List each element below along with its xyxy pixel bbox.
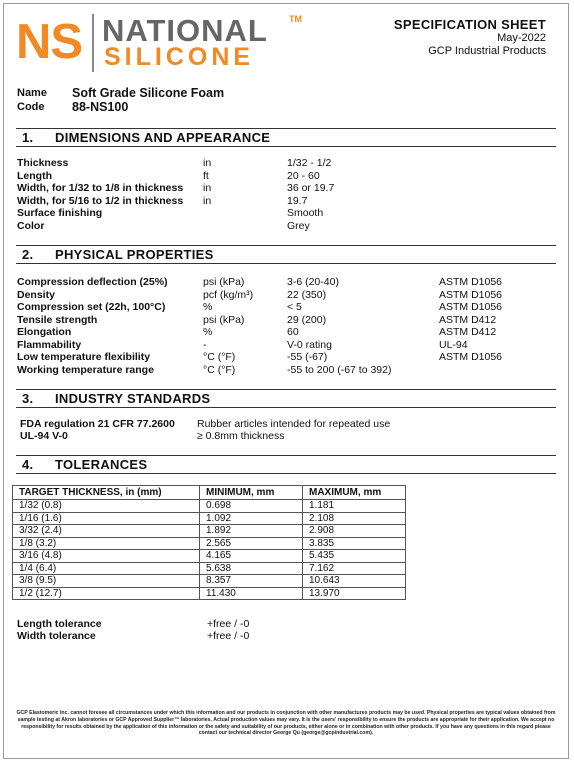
- table-cell: 1.092: [200, 512, 303, 525]
- table-cell: 3/32 (2.4): [13, 525, 200, 538]
- tolerance-name: Width tolerance: [17, 630, 96, 642]
- dimension-row: [17, 157, 439, 170]
- tolerance-row: [17, 618, 249, 630]
- section-number: 2.: [22, 247, 34, 262]
- table-row: [13, 575, 406, 588]
- table-cell: 10.643: [303, 575, 406, 588]
- table-cell: 2.108: [303, 512, 406, 525]
- product-code-row: [17, 100, 224, 114]
- dimension-name: Width, for 1/32 to 1/8 in thickness: [17, 182, 184, 194]
- section-number: 1.: [22, 130, 34, 145]
- physical-properties-table: [17, 276, 549, 376]
- dimension-row: [17, 170, 439, 183]
- table-row: [13, 587, 406, 600]
- property-standard: ASTM D1056: [439, 276, 503, 288]
- product-info: [17, 86, 224, 114]
- table-cell: 11.430: [200, 587, 303, 600]
- thickness-tolerance-table: [12, 485, 406, 600]
- property-value: -55 to 200 (-67 to 392): [287, 363, 392, 376]
- standard-description: ≥ 0.8mm thickness: [197, 430, 285, 442]
- property-value: -55 (-67): [287, 351, 328, 363]
- standard-description: Rubber articles intended for repeated use: [197, 418, 391, 430]
- dimension-unit: ft: [203, 169, 209, 182]
- section-number: 3.: [22, 391, 34, 406]
- dimension-value: 20 - 60: [287, 169, 320, 182]
- property-unit: pcf (kg/m³): [203, 288, 254, 301]
- product-name-label: Name: [17, 87, 47, 99]
- table-cell: 8.357: [200, 575, 303, 588]
- column-header: TARGET THICKNESS, in (mm): [13, 486, 200, 500]
- dimension-unit: in: [203, 157, 212, 169]
- dimension-unit: [203, 207, 287, 220]
- section-title: DIMENSIONS AND APPEARANCE: [55, 130, 271, 145]
- dimension-row: [17, 207, 439, 220]
- table-cell: 1/4 (6.4): [13, 562, 200, 575]
- tolerance-name: Length tolerance: [17, 618, 102, 630]
- table-cell: 0.698: [200, 500, 303, 513]
- section-physical-heading: [16, 245, 556, 264]
- dimensions-table: [17, 157, 439, 232]
- property-name: Elongation: [17, 326, 72, 338]
- table-cell: 2.565: [200, 537, 303, 550]
- tolerance-value: +free / -0: [207, 630, 250, 642]
- table-row: [13, 512, 406, 525]
- dimension-value: 1/32 - 1/2: [287, 157, 332, 169]
- logo-silicone-text: SILICONE: [104, 43, 255, 71]
- property-name: Compression set (22h, 100°C): [17, 301, 166, 313]
- tolerance-value: +free / -0: [207, 618, 250, 630]
- property-unit: °C (°F): [203, 351, 236, 363]
- property-name: Compression deflection (25%): [17, 276, 168, 288]
- property-value: 29 (200): [287, 313, 327, 326]
- standard-row: [20, 418, 390, 430]
- standard-name: UL-94 V-0: [20, 430, 68, 442]
- section-number: 4.: [22, 457, 34, 472]
- logo-national-text: NATIONAL: [102, 13, 268, 48]
- section-title: TOLERANCES: [55, 457, 148, 472]
- product-code: 88-NS100: [72, 100, 129, 114]
- property-value: 60: [287, 326, 299, 338]
- table-row: [13, 537, 406, 550]
- dimension-row: [17, 182, 439, 195]
- property-row: [17, 289, 549, 302]
- dimension-row: [17, 195, 439, 208]
- property-unit: psi (kPa): [203, 276, 245, 288]
- table-cell: 7.162: [303, 562, 406, 575]
- table-cell: 3.835: [303, 537, 406, 550]
- property-value: 3-6 (20-40): [287, 276, 339, 288]
- table-cell: 3/16 (4.8): [13, 550, 200, 563]
- property-standard: [439, 364, 549, 377]
- column-header: MINIMUM, mm: [200, 486, 303, 500]
- page-frame: [3, 3, 569, 759]
- property-unit: %: [203, 301, 213, 313]
- dimension-value: Grey: [287, 219, 310, 232]
- dimension-value: Smooth: [287, 207, 324, 219]
- column-header: MAXIMUM, mm: [303, 486, 406, 500]
- property-row: [17, 364, 549, 377]
- dimension-value: 19.7: [287, 194, 308, 207]
- table-cell: 1/32 (0.8): [13, 500, 200, 513]
- property-row: [17, 314, 549, 327]
- table-cell: 5.638: [200, 562, 303, 575]
- dimension-unit: in: [203, 182, 212, 194]
- property-row: [17, 326, 549, 339]
- dimension-name: Length: [17, 169, 52, 182]
- standard-name: FDA regulation 21 CFR 77.2600: [20, 418, 175, 430]
- legal-disclaimer: GCP Elastomeric Inc. cannot foresee all circumstances under which this information and our products in conjunction with other manufactures products may be used. Physical properties are typical values obtained from sample testing at Akron laboratories or GCP Approved Supplier™ laboratories. Actual production values may vary. It is the users' responsibility to ensure the products are appropriate for their application. We accept no responsibility for results obtained by the application of this information or the safety and suitability of our products, either alone or in combination with other products. If you have any questions in this regard please contact our technical director George Qu (george@gcpindustrial.com).: [16, 710, 556, 737]
- property-name: Flammability: [17, 338, 82, 351]
- property-value: < 5: [287, 301, 302, 313]
- document-date: May-2022: [497, 32, 546, 44]
- table-cell: 1/16 (1.6): [13, 512, 200, 525]
- table-row: [13, 500, 406, 513]
- dimension-row: [17, 220, 439, 233]
- property-name: Density: [17, 288, 55, 301]
- table-cell: 4.165: [200, 550, 303, 563]
- property-unit: psi (kPa): [203, 313, 245, 326]
- property-row: [17, 276, 549, 289]
- section-dimensions-heading: [16, 128, 556, 147]
- section-title: INDUSTRY STANDARDS: [55, 391, 211, 406]
- dimension-name: Color: [17, 219, 45, 232]
- table-row: [13, 550, 406, 563]
- property-name: Tensile strength: [17, 313, 98, 326]
- table-header-row: [13, 486, 406, 500]
- property-value: 22 (350): [287, 288, 327, 301]
- dimension-unit: [203, 220, 287, 233]
- company-name: GCP Industrial Products: [428, 45, 546, 57]
- logo-divider: [92, 14, 94, 72]
- table-cell: 1.181: [303, 500, 406, 513]
- property-standard: ASTM D1056: [439, 288, 503, 301]
- table-cell: 2.908: [303, 525, 406, 538]
- property-row: [17, 301, 549, 314]
- industry-standards-list: [20, 418, 390, 442]
- table-cell: 1/2 (12.7): [13, 587, 200, 600]
- property-unit: °C (°F): [203, 363, 236, 376]
- standard-row: [20, 430, 390, 442]
- document-header: [394, 17, 546, 58]
- dimension-unit: in: [203, 194, 212, 207]
- dimension-value: 36 or 19.7: [287, 182, 335, 194]
- product-code-label: Code: [17, 101, 45, 113]
- length-width-tolerances: [17, 618, 249, 642]
- property-name: Working temperature range: [17, 363, 154, 376]
- property-unit: -: [203, 338, 207, 351]
- section-title: PHYSICAL PROPERTIES: [55, 247, 214, 262]
- property-standard: UL-94: [439, 338, 468, 351]
- section-standards-heading: [16, 389, 556, 408]
- property-name: Low temperature flexibility: [17, 351, 151, 363]
- section-tolerances-heading: [16, 455, 556, 474]
- property-unit: %: [203, 326, 213, 338]
- logo-ns-mark: NS: [16, 15, 83, 69]
- tolerance-row: [17, 630, 249, 642]
- property-row: [17, 351, 549, 364]
- property-standard: ASTM D412: [439, 326, 497, 338]
- property-value: V-0 rating: [287, 338, 332, 351]
- product-name: Soft Grade Silicone Foam: [72, 86, 225, 100]
- table-row: [13, 525, 406, 538]
- dimension-name: Thickness: [17, 157, 69, 169]
- logo-trademark: TM: [289, 14, 302, 24]
- product-name-row: [17, 86, 224, 100]
- table-cell: 5.435: [303, 550, 406, 563]
- table-cell: 3/8 (9.5): [13, 575, 200, 588]
- dimension-name: Width, for 5/16 to 1/2 in thickness: [17, 194, 184, 207]
- table-cell: 1/8 (3.2): [13, 537, 200, 550]
- table-cell: 1.892: [200, 525, 303, 538]
- dimension-name: Surface finishing: [17, 207, 103, 219]
- document-title: SPECIFICATION SHEET: [393, 17, 546, 32]
- table-row: [13, 562, 406, 575]
- property-row: [17, 339, 549, 352]
- property-standard: ASTM D1056: [439, 301, 503, 313]
- table-cell: 13.970: [303, 587, 406, 600]
- property-standard: ASTM D412: [439, 313, 497, 326]
- property-standard: ASTM D1056: [439, 351, 503, 363]
